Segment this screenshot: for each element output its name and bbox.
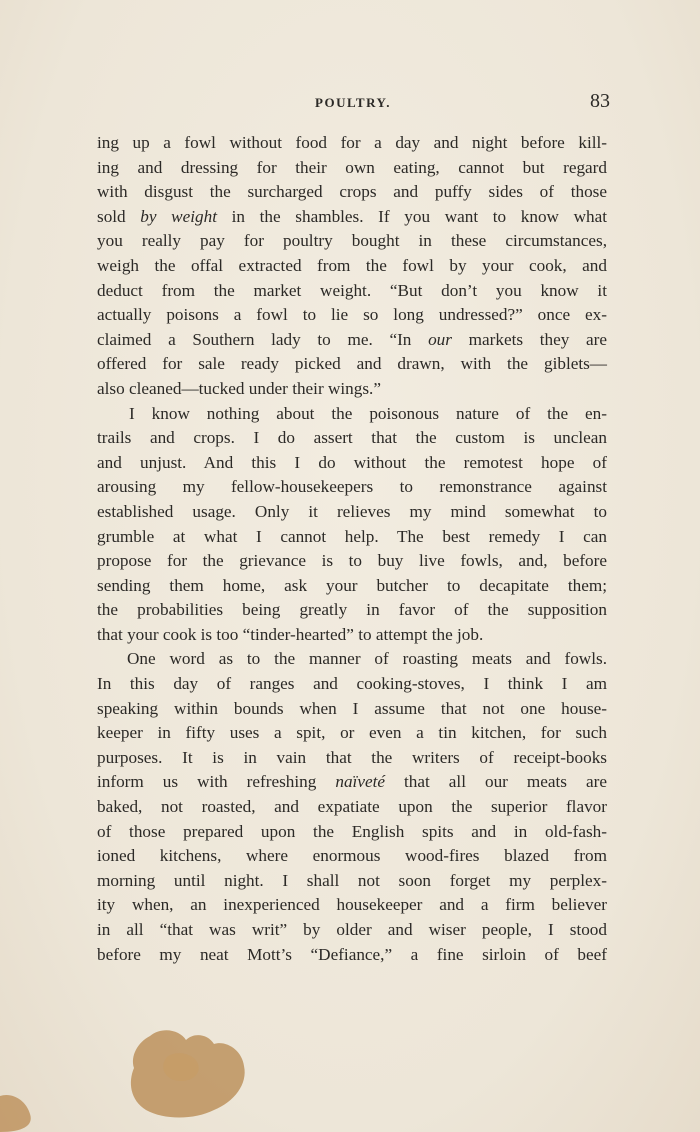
text-line: that your cook is too “tinder-hearted” to attempt the job.	[97, 624, 484, 644]
text-line: deduct from the market weight. “But don’t you know it	[97, 280, 607, 300]
text-line: sold by weight in the shambles. If you want to know what	[97, 206, 607, 226]
running-title: POULTRY.	[315, 95, 391, 110]
text-line: arousing my fellow-housekeepers to remonstrance against	[97, 477, 607, 497]
text-line: offered for sale ready picked and drawn, with the giblets—	[97, 354, 607, 374]
text-line: morning until night. I shall not soon forget my perplex-	[97, 870, 607, 890]
text-line: you really pay for poultry bought in these circumstances,	[97, 231, 607, 251]
text-line: baked, not roasted, and expatiate upon the superior flavor	[97, 797, 607, 817]
text-line: propose for the grievance is to buy live fowls, and, before	[97, 551, 607, 571]
text-line: ity when, an inexperienced housekeeper and a firm believer	[97, 895, 607, 915]
water-stain	[128, 1026, 248, 1122]
text-line: weigh the offal extracted from the fowl by your cook, and	[97, 255, 607, 275]
text-line: ioned kitchens, where enormous wood-fires blazed from	[97, 846, 607, 866]
text-line: keeper in fifty uses a spit, or even a tin kitchen, for such	[97, 723, 607, 743]
text-line: before my neat Mott’s “Defiance,” a fine sirloin of beef	[97, 944, 607, 964]
text-line: purposes. It is in vain that the writers of receipt-books	[97, 747, 607, 767]
text-line: the probabilities being greatly in favor of the supposition	[97, 600, 607, 620]
text-line: established usage. Only it relieves my mind somewhat to	[97, 501, 607, 521]
text-line: with disgust the surcharged crops and puffy sides of those	[97, 182, 607, 202]
text-line: and unjust. And this I do without the remotest hope of	[97, 452, 607, 472]
paragraph-first-line: I know nothing about the poisonous nature of the en-	[129, 403, 607, 423]
text-line: also cleaned—tucked under their wings.”	[97, 378, 381, 398]
edge-stain	[0, 1090, 34, 1132]
text-line: sending them home, ask your butcher to decapitate them;	[97, 575, 607, 595]
running-head	[96, 92, 610, 114]
body-text	[97, 131, 607, 967]
text-line: ing up a fowl without food for a day and night before kill-	[97, 133, 607, 152]
page-number: 83	[590, 90, 610, 112]
text-line: trails and crops. I do assert that the custom is unclean	[97, 428, 607, 448]
paragraph-first-line: One word as to the manner of roasting meats and fowls.	[127, 649, 607, 669]
text-line: grumble at what I cannot help. The best remedy I can	[97, 526, 607, 546]
text-line: in all “that was writ” by older and wiser people, I stood	[97, 920, 607, 939]
text-line: ing and dressing for their own eating, cannot but regard	[97, 157, 607, 177]
text-line: inform us with refreshing naïveté that all our meats are	[97, 772, 607, 792]
text-line: of those prepared upon the English spits and in old-fash-	[97, 821, 607, 841]
text-line: actually poisons a fowl to lie so long undressed?” once ex-	[97, 305, 607, 325]
text-line: claimed a Southern lady to me. “In our markets they are	[97, 329, 607, 349]
text-line: In this day of ranges and cooking-stoves, I think I am	[97, 674, 607, 694]
text-line: speaking within bounds when I assume that not one house-	[97, 698, 607, 718]
